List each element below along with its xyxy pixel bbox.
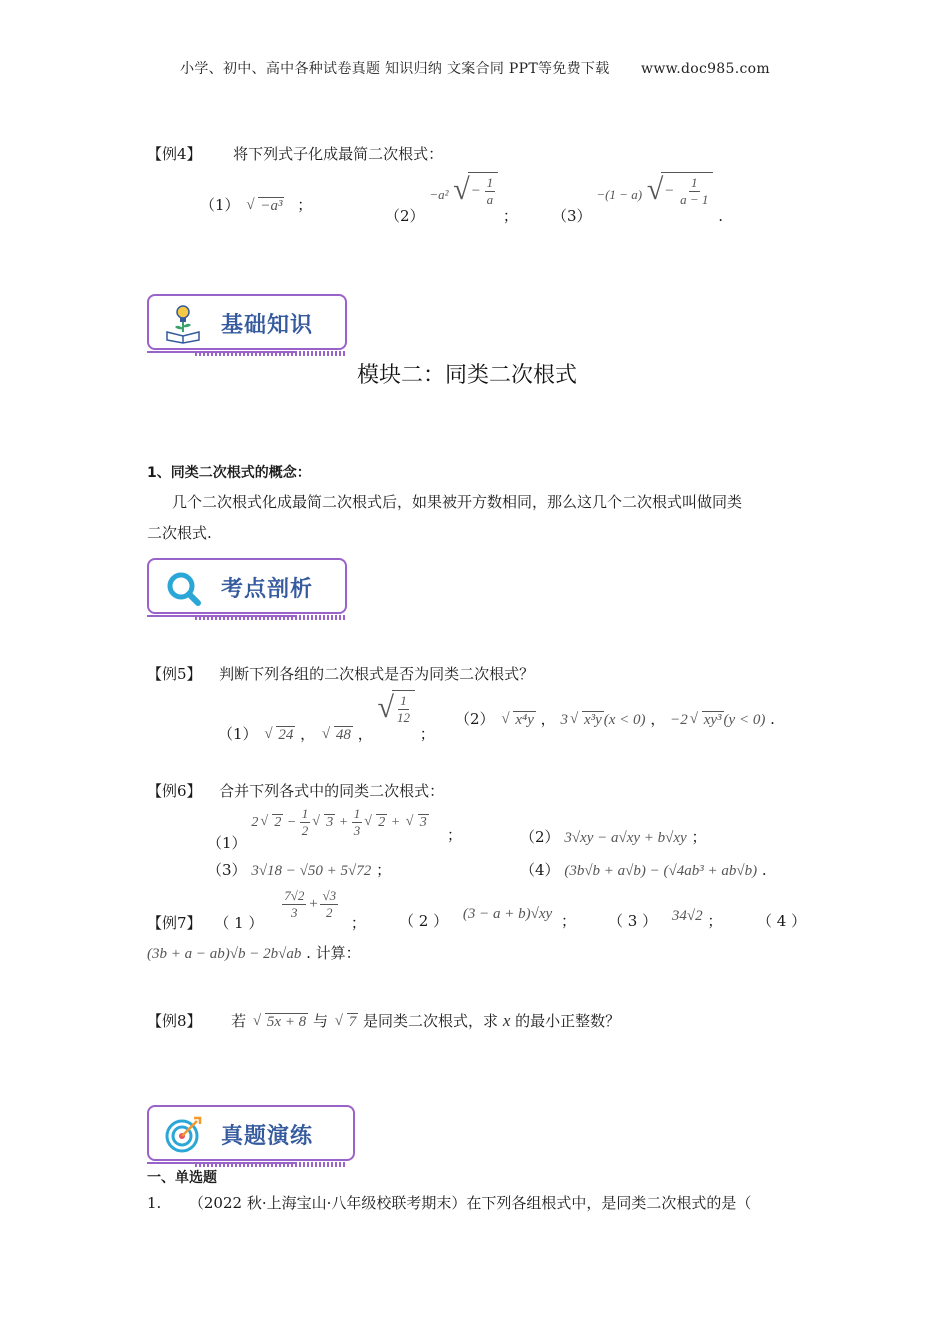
example-5-part-2 (455, 708, 775, 729)
part-label: （1） (207, 833, 247, 852)
example-6-title (147, 780, 444, 801)
banner-real-exam-practice (147, 1105, 355, 1161)
part-label: （3） (207, 861, 247, 879)
question-text: （2022 秋·上海宝山·八年级校联考期末）在下列各组根式中，是同类二次根式的是（ (188, 1194, 752, 1212)
example-5-prompt: 判断下列各组的二次根式是否为同类二次根式？ (219, 665, 535, 683)
concept-line-1: 几个二次根式化成最简二次根式后，如果被开方数相同，那么这几个二次根式叫做同类 (172, 493, 743, 511)
example-4-prompt: 将下列式子化成最简二次根式： (233, 145, 444, 163)
example-6-part-3 (207, 859, 391, 880)
sqrt-x4y: √ x⁴y (501, 712, 536, 729)
page-header (0, 58, 950, 78)
separator: ； (446, 825, 462, 844)
example-8-tag: 【例8】 (147, 1012, 202, 1030)
sqrt-24: √ 24 (264, 727, 295, 744)
sqrt-fraction: √ − $\frac{1}{a}$ (453, 172, 498, 208)
coefficient: 3 (560, 712, 568, 728)
part-label: （3） (552, 207, 592, 225)
example-7-line-1 (147, 884, 366, 932)
expression: 34√2 (671, 908, 703, 924)
concept-line-2: 二次根式. (147, 524, 212, 542)
separator: ； (376, 861, 392, 879)
condition: (y < 0) (723, 712, 766, 728)
example-5-part-1 (218, 690, 435, 743)
expression: 3√xy − a√xy + b√xy (564, 830, 687, 846)
separator: ； (350, 914, 366, 932)
part-label: （1） (218, 725, 258, 743)
part-label: （2） (455, 710, 495, 728)
text: 若 (231, 1012, 247, 1030)
expression: (3b√b + a√b) − (√4ab³ + ab√b) (564, 863, 758, 879)
banner-label: 基础知识 (221, 313, 314, 338)
example-4-title (147, 143, 443, 164)
banner-basic-knowledge (147, 294, 347, 350)
part-label: （ 3 ） (608, 912, 658, 930)
text: 的最小正整数？ (515, 1012, 621, 1030)
expression: (3 − a + b)√xy (462, 906, 553, 922)
header-left-text: 小学、初中、高中各种试卷真题 知识归纳 文案合同 PPT等免费下载 (180, 61, 610, 77)
expression: 3√18 − √50 + 5√72 (251, 863, 372, 879)
part-label: （2） (385, 207, 425, 225)
part-label: （2） (520, 828, 560, 846)
separator: ； (419, 725, 435, 743)
variable-x: x (502, 1011, 511, 1030)
module-title: 模块二：同类二次根式 (357, 363, 578, 388)
text: 是同类二次根式，求 (363, 1012, 499, 1030)
separator: ， (300, 725, 316, 743)
sqrt-xy3: √ xy³ (690, 712, 724, 729)
banner-exam-points (147, 558, 347, 614)
section-heading: 一、单选题 (147, 1170, 217, 1186)
separator: ， (650, 710, 666, 728)
separator: . (718, 207, 723, 225)
part-label: （ 1 ） (214, 914, 264, 932)
separator: . (761, 861, 767, 879)
example-7-tail: . 计算： (306, 944, 361, 962)
example-6-part-1: （1） 2√ 2 − $\frac{1}{2}$ √ 3 + $\frac{1}{3}$ √ 2 + √ 3 ； (207, 806, 462, 839)
example-6-tag: 【例6】 (147, 782, 202, 800)
separator: ； (691, 828, 707, 846)
target-icon (163, 1115, 203, 1155)
example-4-part-1 (200, 194, 312, 215)
separator: ； (502, 207, 518, 225)
example-5-title (147, 663, 534, 684)
question-number: 1. (147, 1194, 162, 1212)
example-6-prompt: 合并下列各式中的同类二次根式： (219, 782, 445, 800)
coefficient: −2 (670, 712, 688, 728)
sqrt-7: √ 7 (335, 1014, 359, 1031)
example-6-part-2 (520, 826, 707, 847)
example-4-part-3 (552, 172, 723, 225)
example-7-tag: 【例7】 (147, 914, 202, 932)
example-5-tag: 【例5】 (147, 665, 202, 683)
separator: . (770, 710, 775, 728)
fraction-sum: $\frac{7√2}{3}$ + $\frac{√3}{2}$ (284, 888, 337, 920)
example-7-part-3 (608, 910, 722, 931)
expression: (3b + a − ab)√b − 2b√ab (147, 946, 302, 962)
lightbulb-book-icon (163, 304, 203, 344)
coefficient: −a² (429, 187, 449, 202)
sqrt-x3y: √ x³y (570, 712, 604, 729)
separator: ； (707, 912, 723, 930)
text: 与 (312, 1012, 328, 1030)
separator: ， (540, 710, 556, 728)
banner-label: 真题演练 (221, 1124, 314, 1149)
part-label: （ 4 ） (757, 912, 807, 930)
example-4-part-2 (385, 172, 518, 225)
sqrt-5x-plus-8: √ 5x + 8 (253, 1014, 308, 1031)
magnifier-icon (163, 568, 203, 608)
part-label: （ 2 ） (399, 912, 449, 930)
condition: (x < 0) (603, 712, 646, 728)
separator: ； (560, 912, 576, 930)
part-label: （1） (200, 196, 240, 214)
example-7-part-2 (399, 906, 576, 931)
concept-heading: 1、同类二次根式的概念： (147, 465, 311, 481)
example-7-part-4-label (757, 910, 806, 931)
example-8 (147, 1010, 620, 1031)
sqrt-one-twelfth: √ $\frac{1}{12}$ (377, 690, 414, 726)
separator: ， (357, 725, 373, 743)
example-7-line-2 (147, 942, 361, 963)
separator: ； (297, 196, 313, 214)
sqrt-48: √ 48 (322, 727, 353, 744)
sqrt-expression: √ −a³ (246, 198, 284, 215)
coefficient: −(1 − a) (596, 187, 643, 202)
header-website: www.doc985.com (641, 61, 770, 77)
banner-label: 考点剖析 (221, 577, 314, 602)
part-label: （4） (520, 861, 560, 879)
example-6-part-4 (520, 859, 767, 880)
example-4-tag: 【例4】 (147, 145, 202, 163)
sqrt-fraction: √ − $\frac{1}{a - 1}$ (647, 172, 714, 208)
question-1 (147, 1192, 751, 1213)
